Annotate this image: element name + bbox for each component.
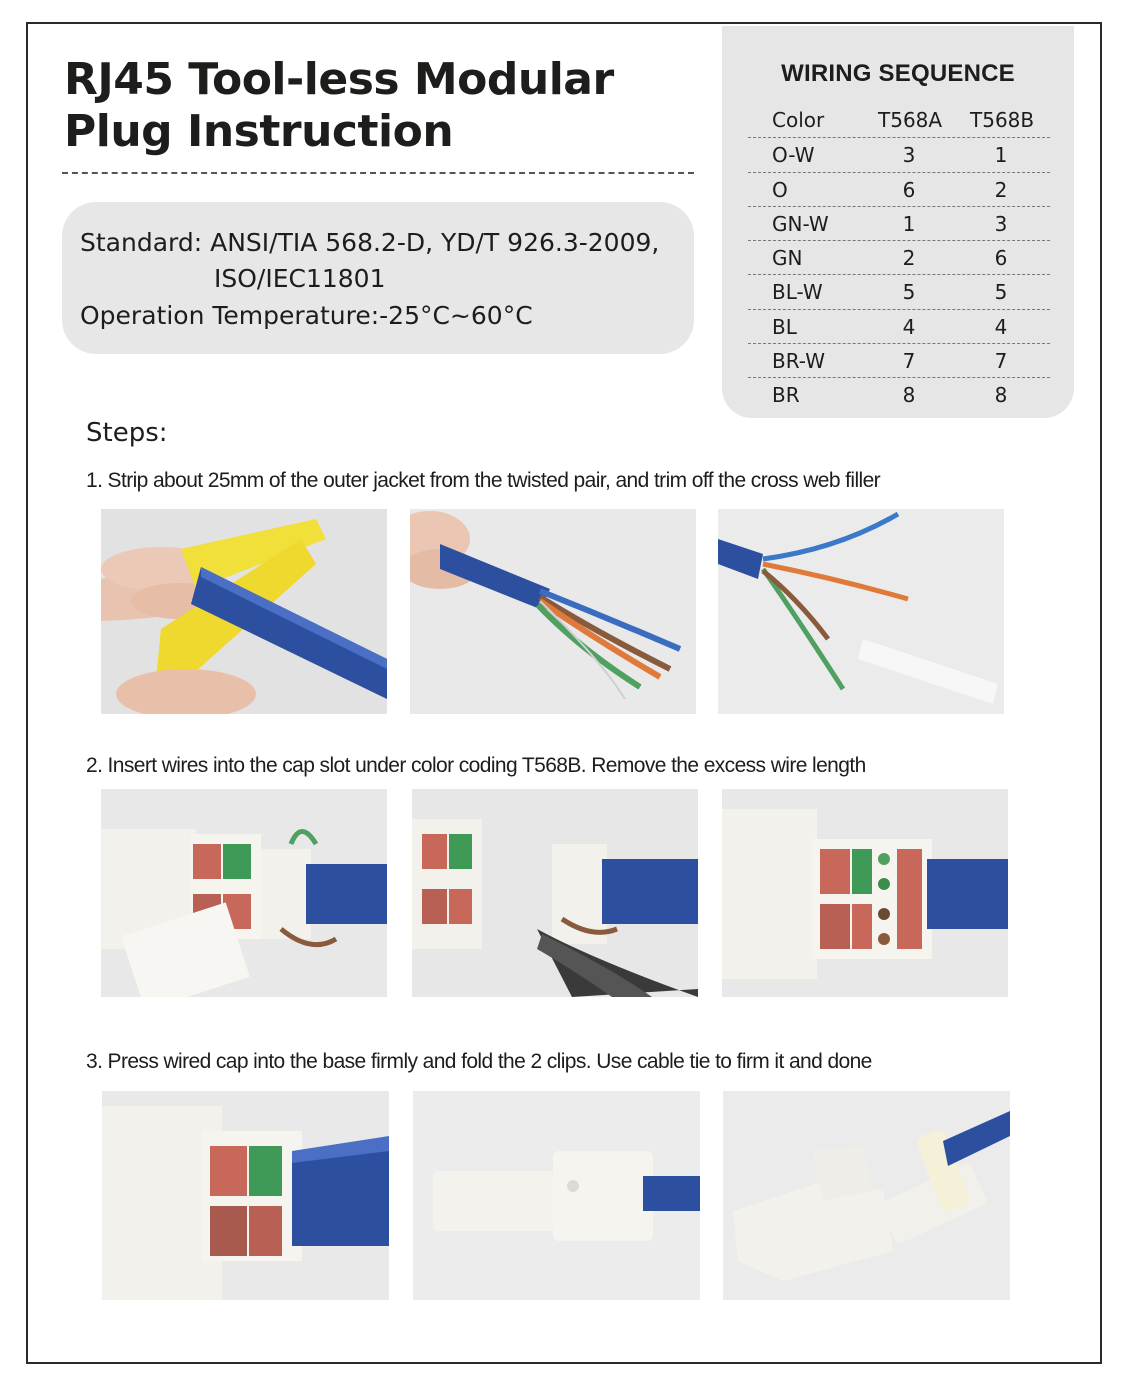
wire-color: O <box>772 177 788 202</box>
wiring-row <box>748 275 1050 309</box>
standard-line-1: Standard: ANSI/TIA 568.2-D, YD/T 926.3-2009, <box>80 228 660 257</box>
step-3-text: 3. Press wired cap into the base firmly and fold the 2 clips. Use cable tie to firm it and done <box>86 1050 872 1073</box>
wire-t568b: 8 <box>994 383 1008 408</box>
wiring-row <box>748 241 1050 275</box>
wire-t568b: 1 <box>994 143 1008 168</box>
wire-color: BL-W <box>772 280 823 305</box>
title-line-2: Plug Instruction <box>64 106 454 157</box>
wire-t568a: 2 <box>902 246 916 271</box>
title-line-1: RJ45 Tool-less Modular <box>64 54 614 105</box>
wire-t568b: 3 <box>994 211 1008 236</box>
step-1-photo-separated-pairs <box>718 509 1004 714</box>
wire-t568a: 4 <box>902 314 916 339</box>
wiring-row <box>748 310 1050 344</box>
step-2-photo-cap-wired <box>101 789 387 997</box>
wire-t568b: 4 <box>994 314 1008 339</box>
step-1-photo-stripped-cable <box>410 509 696 714</box>
wiring-table <box>748 104 1050 413</box>
wire-t568b: 2 <box>994 177 1008 202</box>
wire-t568a: 5 <box>902 280 916 305</box>
standard-line-2: ISO/IEC11801 <box>214 264 386 293</box>
step-2-photo-trimmed-cap <box>722 789 1008 997</box>
wire-color: O-W <box>772 143 815 168</box>
step-2-text: 2. Insert wires into the cap slot under color coding T568B. Remove the excess wire length <box>86 754 866 777</box>
header-color: Color <box>772 108 825 132</box>
wire-color: GN-W <box>772 211 829 236</box>
wire-color: BL <box>772 314 797 339</box>
wire-color: BR-W <box>772 349 825 374</box>
wiring-row <box>748 173 1050 207</box>
wiring-row <box>748 207 1050 241</box>
page-title <box>64 54 704 158</box>
wire-color: BR <box>772 383 800 408</box>
wiring-title: WIRING SEQUENCE <box>781 60 1015 87</box>
wiring-header-row <box>748 104 1050 138</box>
wire-color: GN <box>772 246 803 271</box>
header-t568b: T568B <box>970 108 1035 132</box>
header-t568a: T568A <box>878 108 943 132</box>
wiring-sequence-panel <box>722 26 1074 418</box>
step-3-photo-cable-tie-done <box>723 1091 1010 1300</box>
wire-t568a: 8 <box>902 383 916 408</box>
step-3-photo-assembled-plug <box>413 1091 700 1300</box>
step-1-photo-strip-tool <box>101 509 387 714</box>
wiring-row <box>748 344 1050 378</box>
step-1-text: 1. Strip about 25mm of the outer jacket from the twisted pair, and trim off the cross web filler <box>86 469 881 492</box>
wire-t568a: 3 <box>902 143 916 168</box>
wire-t568b: 5 <box>994 280 1008 305</box>
step-2-photo-cutting-excess <box>412 789 698 997</box>
title-divider <box>62 172 694 174</box>
steps-heading: Steps: <box>86 418 168 448</box>
wire-t568b: 7 <box>994 349 1008 374</box>
wire-t568a: 1 <box>902 211 916 236</box>
wiring-row <box>748 138 1050 172</box>
step-3-photo-cap-pressed <box>102 1091 389 1300</box>
wire-t568b: 6 <box>994 246 1008 271</box>
wiring-row <box>748 378 1050 412</box>
temperature-line: Operation Temperature:-25°C~60°C <box>80 301 533 330</box>
wire-t568a: 7 <box>902 349 916 374</box>
wire-t568a: 6 <box>902 177 916 202</box>
